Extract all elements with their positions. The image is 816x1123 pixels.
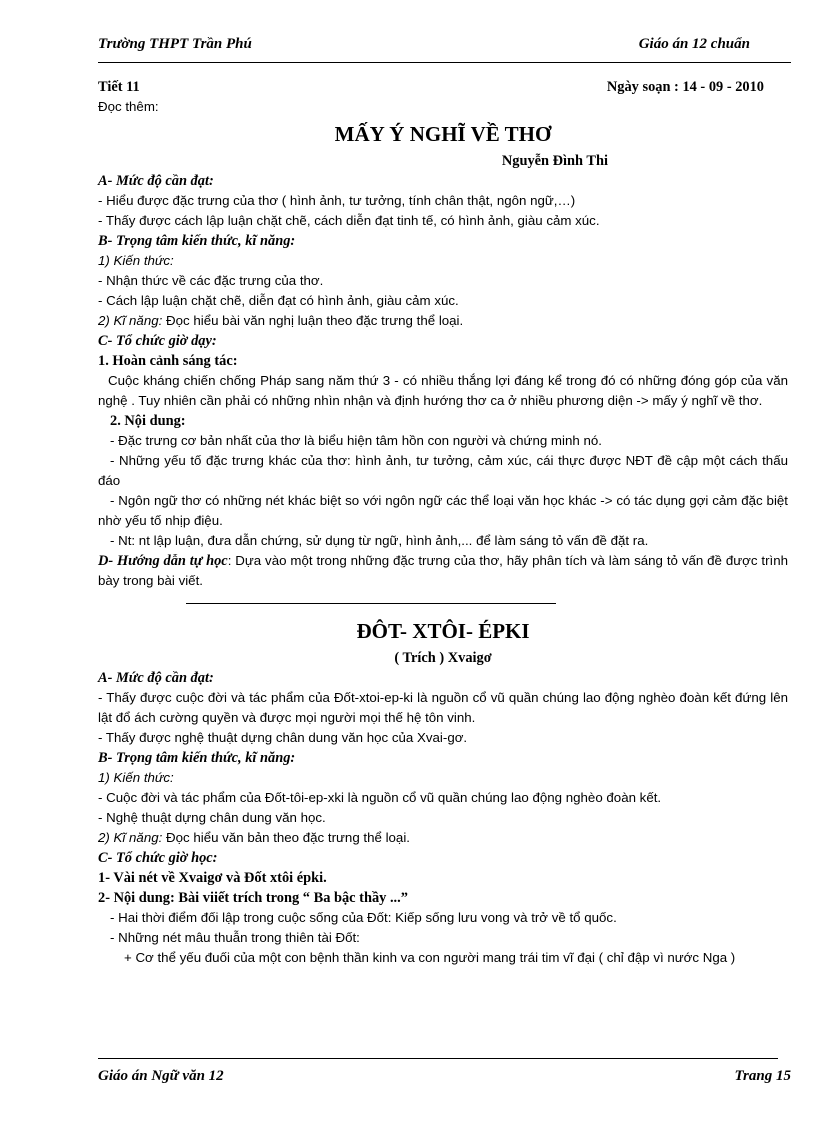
header-rule bbox=[98, 62, 791, 63]
l2-kt2: - Nghệ thuật dựng chân dung văn học. bbox=[98, 810, 326, 825]
section-separator bbox=[186, 603, 556, 604]
l1-a-heading: A- Mức độ cần đạt: bbox=[98, 173, 214, 189]
l1-c1-para: Cuộc kháng chiến chống Pháp sang năm thứ 3 - có nhiều thắng lợi đáng kể trong đó có những đóng góp của văn nghệ . Tuy nhiên cần phải có những nhìn nhận và định hướng thơ ca ở nhiều phương diện -> mấy ý nghĩ về thơ. bbox=[98, 373, 788, 408]
page-content bbox=[98, 77, 788, 968]
l1-a1: - Hiểu được đặc trưng của thơ ( hình ảnh, tư tưởng, tính chân thật, ngôn ngữ,…) bbox=[98, 193, 576, 208]
l2-kn bbox=[98, 828, 788, 848]
footer-rule bbox=[98, 1058, 778, 1059]
header-school: Trường THPT Trần Phú bbox=[98, 36, 252, 52]
l1-kn-label: 2) Kĩ năng: bbox=[98, 313, 163, 328]
l2-kn-label: 2) Kĩ năng: bbox=[98, 830, 163, 845]
l1-c-heading: C- Tổ chức giờ dạy: bbox=[98, 333, 217, 349]
l1-c2-heading: 2. Nội dung: bbox=[110, 413, 186, 429]
lesson1-author: Nguyễn Đình Thi bbox=[501, 153, 608, 169]
l2-a2: - Thấy được nghệ thuật dựng chân dung văn học của Xvai-gơ. bbox=[98, 730, 468, 745]
prep-date: Ngày soạn : 14 - 09 - 2010 bbox=[606, 79, 764, 95]
l1-kt1: - Nhận thức về các đặc trưng của thơ. bbox=[98, 273, 324, 288]
l1-b-heading: B- Trọng tâm kiến thức, kĩ năng: bbox=[98, 233, 296, 249]
footer-page-number: Trang 15 bbox=[734, 1068, 791, 1084]
l1-c2-p3: - Ngôn ngữ thơ có những nét khác biệt so với ngôn ngữ các thể loại văn học khác -> có tác dụng gợi cảm đặc biệt nhờ yếu tố nhịp điệu. bbox=[98, 493, 788, 528]
l1-kn bbox=[98, 311, 788, 331]
l2-kt-heading: 1) Kiến thức: bbox=[98, 770, 174, 785]
l1-c2-p4: - Nt: nt lập luận, đưa dẫn chứng, sử dụng từ ngữ, hình ảnh,... để làm sáng tỏ vấn đề đặt ra. bbox=[110, 533, 649, 548]
l2-kn-text: Đọc hiểu văn bản theo đặc trưng thể loại. bbox=[162, 830, 410, 845]
l2-c2-p1: - Hai thời điểm đối lập trong cuộc sống của Đốt: Kiếp sống lưu vong và trở về tổ quốc. bbox=[110, 910, 617, 925]
l1-kt2: - Cách lập luận chặt chẽ, diễn đạt có hình ảnh, giàu cảm xúc. bbox=[98, 293, 459, 308]
lesson1-title: MẤY Ý NGHĨ VỀ THƠ bbox=[334, 122, 552, 146]
footer-left: Giáo án Ngữ văn 12 bbox=[98, 1068, 224, 1084]
l1-c2-p1: - Đặc trưng cơ bản nhất của thơ là biểu hiện tâm hồn con người và chứng minh nó. bbox=[110, 433, 602, 448]
l2-c2-p2: - Những nét mâu thuẫn trong thiên tài Đốt: bbox=[110, 930, 360, 945]
l2-c2-p3: + Cơ thể yếu đuối của một con bệnh thần kinh va con người mang trái tim vĩ đại ( chỉ đập vì nước Nga ) bbox=[124, 950, 736, 965]
l2-c-heading: C- Tổ chức giờ học: bbox=[98, 850, 218, 866]
l1-kt-heading: 1) Kiến thức: bbox=[98, 253, 174, 268]
l2-c2: 2- Nội dung: Bài viiết trích trong “ Ba bậc thầy ...” bbox=[98, 890, 408, 906]
header-doc: Giáo án 12 chuẩn bbox=[638, 36, 750, 52]
l2-b-heading: B- Trọng tâm kiến thức, kĩ năng: bbox=[98, 750, 296, 766]
l2-a-heading: A- Mức độ cần đạt: bbox=[98, 670, 214, 686]
l1-c2-p2: - Những yếu tố đặc trưng khác của thơ: hình ảnh, tư tưởng, cảm xúc, cái thực được NĐT đề cập một cách thấu đáo bbox=[98, 453, 788, 488]
doc-them-label: Đọc thêm: bbox=[98, 99, 159, 114]
l2-kt1: - Cuộc đời và tác phẩm của Đốt-tôi-ep-xki là nguồn cổ vũ quần chúng lao động nghèo đoàn kết. bbox=[98, 790, 662, 805]
l1-c1-heading: 1. Hoàn cảnh sáng tác: bbox=[98, 353, 238, 369]
l1-d-label: D- Hướng dẫn tự học bbox=[98, 553, 228, 569]
l2-c1: 1- Vài nét về Xvaigơ và Đốt xtôi épki. bbox=[98, 870, 327, 886]
lesson-meta bbox=[98, 77, 788, 97]
lesson2-title: ĐÔT- XTÔI- ÉPKI bbox=[356, 619, 530, 643]
lesson-number: Tiết 11 bbox=[98, 79, 140, 95]
l1-a2: - Thấy được cách lập luận chặt chẽ, cách diễn đạt tinh tế, có hình ảnh, giàu cảm xúc. bbox=[98, 213, 600, 228]
l1-d bbox=[98, 551, 788, 591]
l2-a1: - Thấy được cuộc đời và tác phẩm của Đốt-xtoi-ep-ki là nguồn cổ vũ quần chúng lao động nghèo đoàn kết đứng lên lật đổ ách cường quyền và được mọi người mọi thế hệ tôn vinh. bbox=[98, 690, 788, 725]
l1-d-text: : Dựa vào một trong những đặc trưng của thơ, hãy phân tích và làm sáng tỏ vấn đề được trình bày trong bài viết. bbox=[98, 553, 788, 588]
l1-kn-text: Đọc hiểu bài văn nghị luận theo đặc trưng thể loại. bbox=[162, 313, 464, 328]
lesson2-subtitle: ( Trích ) Xvaigơ bbox=[394, 650, 492, 666]
